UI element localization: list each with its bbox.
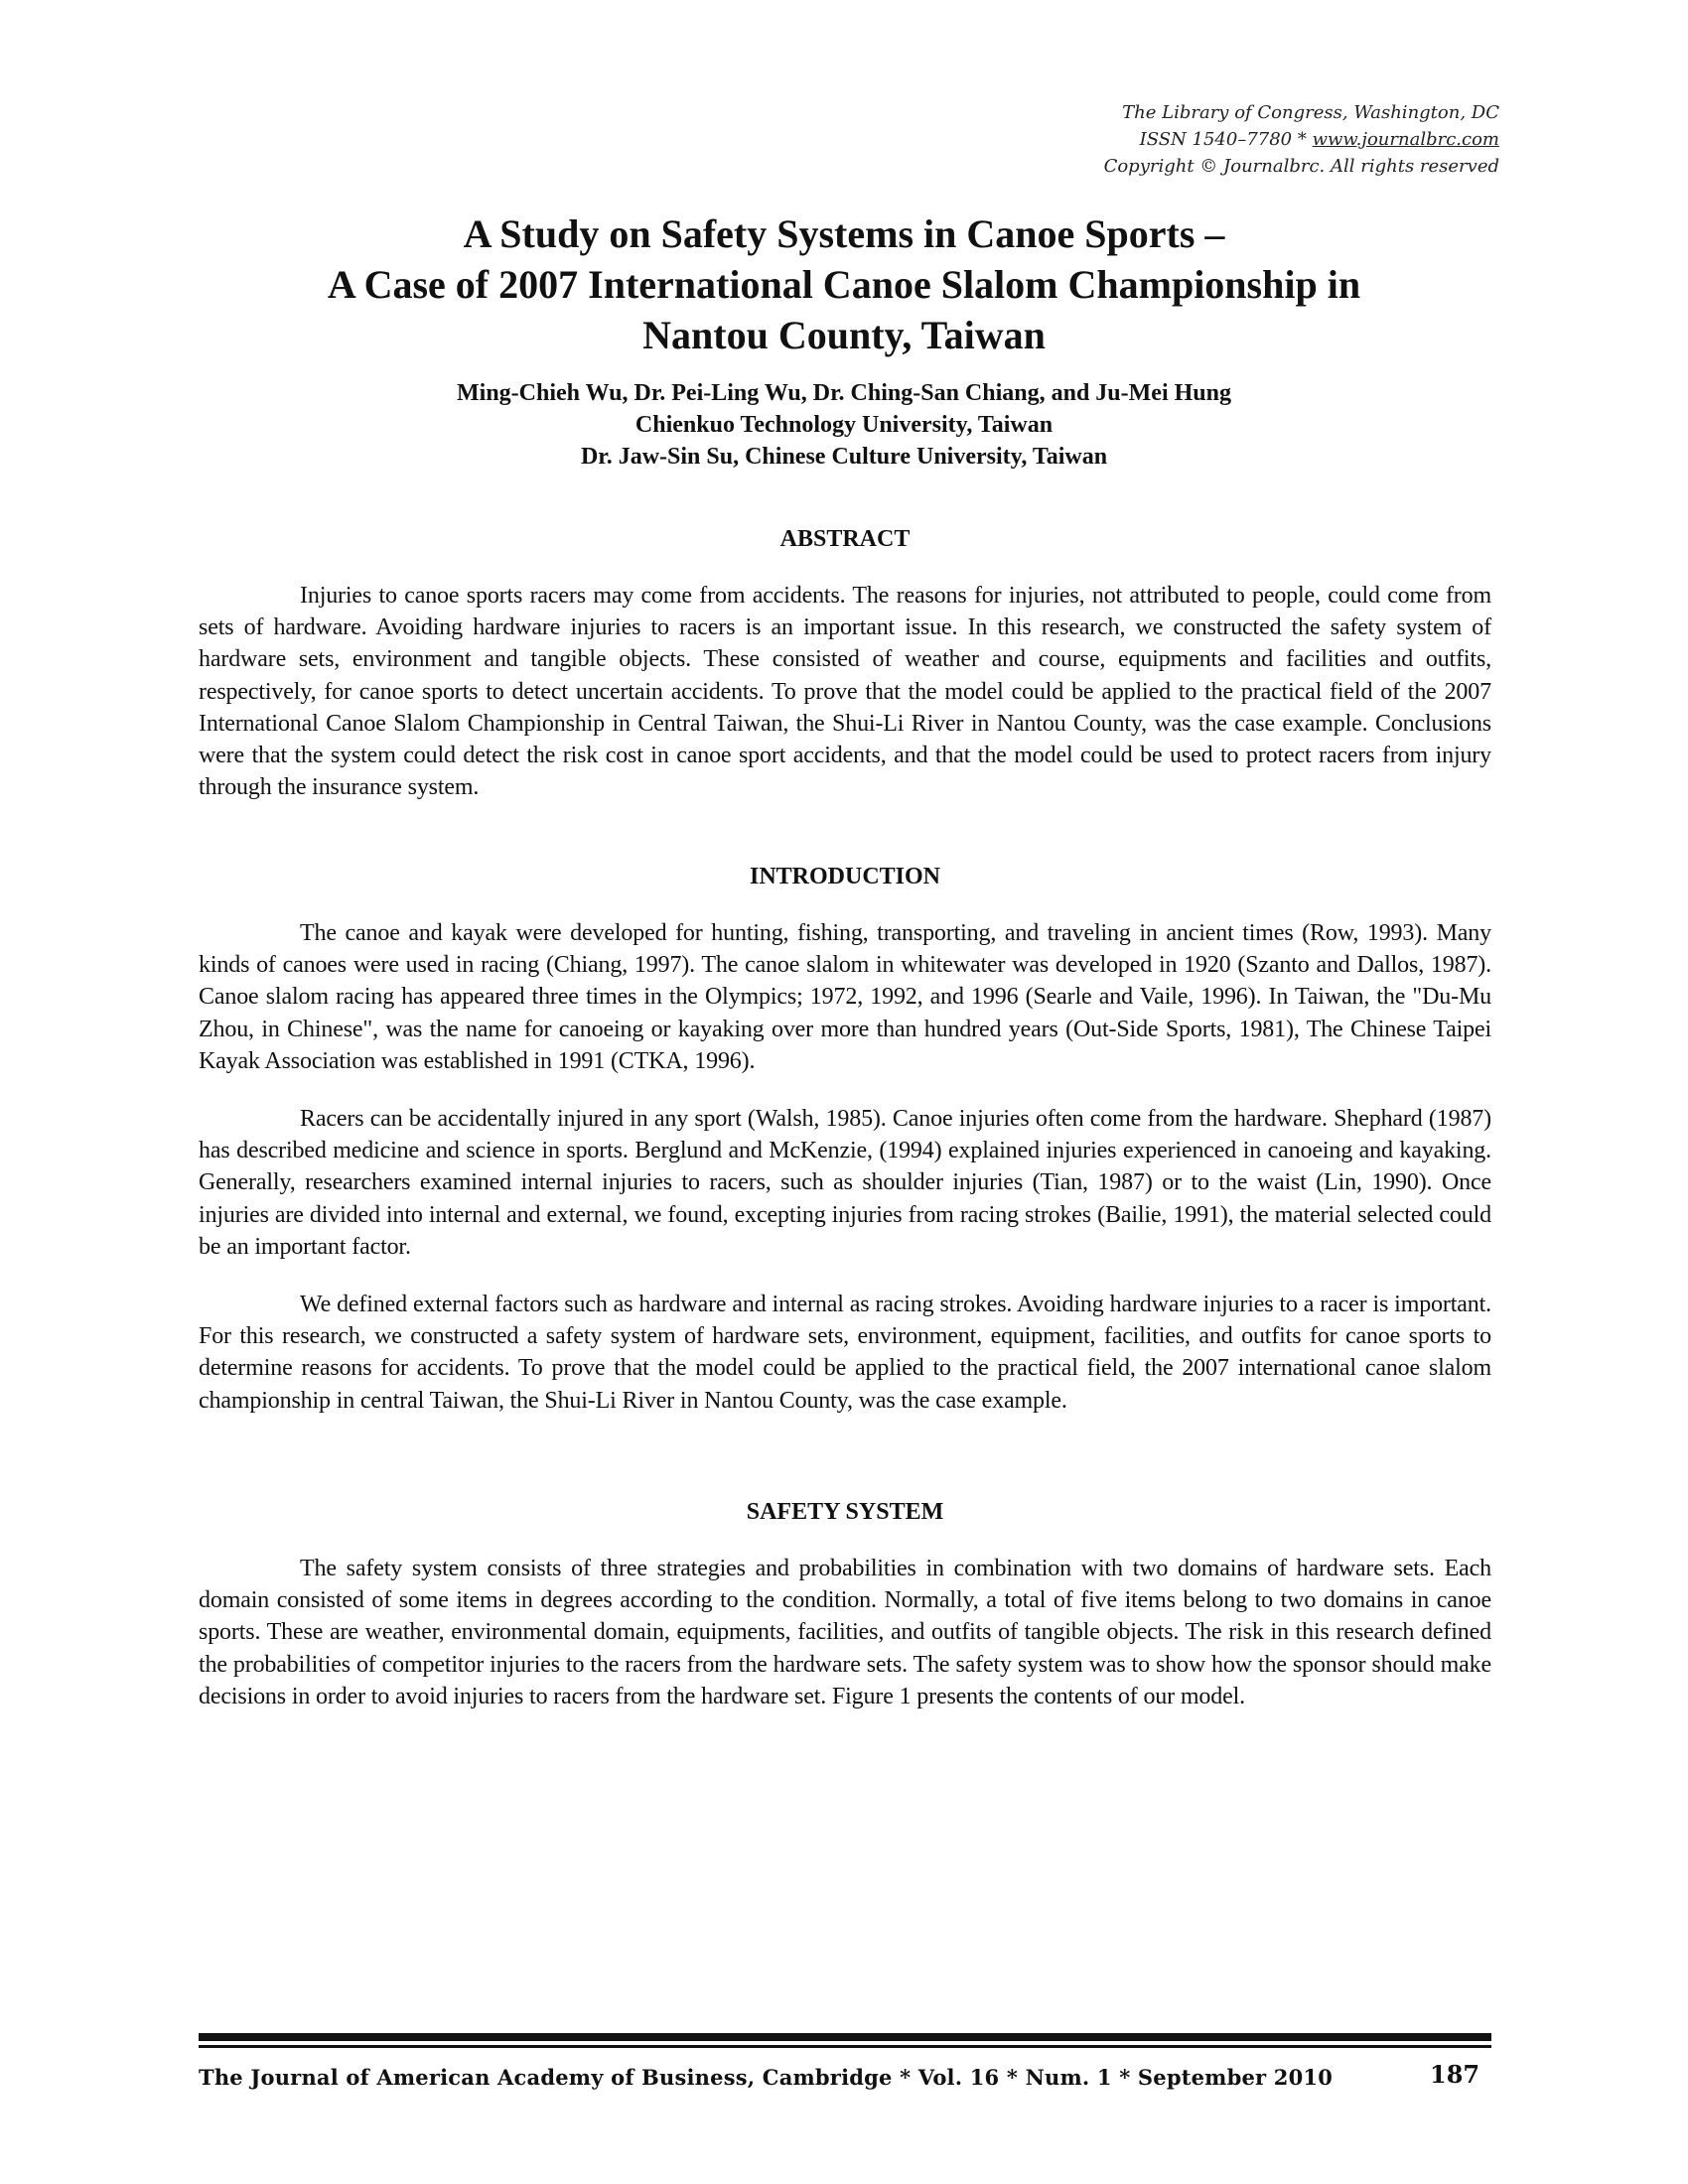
paper-title	[199, 208, 1489, 360]
abstract-section	[199, 524, 1491, 803]
author-affiliation-1: Chienkuo Technology University, Taiwan	[634, 412, 1054, 438]
abstract-heading: ABSTRACT	[779, 526, 911, 552]
introduction-section	[199, 862, 1491, 1417]
footer-rule-thin	[199, 2045, 1491, 2048]
safety-system-heading: SAFETY SYSTEM	[746, 1499, 944, 1525]
header-issn-line	[804, 126, 1499, 153]
header-copyright-line: Copyright © Journalbrc. All rights reserved	[1103, 156, 1499, 177]
title-line-1: A Study on Safety Systems in Canoe Sports –	[463, 211, 1225, 256]
abstract-text: Injuries to canoe sports racers may come from accidents. The reasons for injuries, not attributed to people, could come from sets of hardware. Avoiding hardware injuries to racers is an important issue. In this research, we constructed the safety system of hardware sets, environment and tangible objects. These consisted of weather and course, equipments and facilities and outfits, respectively, for canoe sports to detect uncertain accidents. To prove that the model could be applied to the practical field of the 2007 International Canoe Slalom Championship in Central Taiwan, the Shui-Li River in Nantou County, was the case example. Conclusions were that the system could detect the risk cost in canoe sport accidents, and that the model could be used to protect racers from injury through the insurance system.	[199, 583, 1491, 801]
footer-rule-thick	[199, 2033, 1491, 2041]
header-library-line: The Library of Congress, Washington, DC	[1122, 102, 1499, 123]
journal-url-link[interactable]: www.journalbrc.com	[1312, 129, 1499, 150]
introduction-heading: INTRODUCTION	[749, 864, 941, 889]
publication-header	[804, 99, 1499, 180]
safety-system-paragraph: The safety system consists of three strategies and probabilities in combination with two domains of hardware sets. Each domain consisted of some items in degrees according to the condition. Normally, a total of five items belong to two domains in canoe sports. These are weather, environmental domain, equipments, facilities, and outfits of tangible objects. The risk in this research defined the probabilities of competitor injuries to the racers from the hardware sets. The safety system was to show how the sponsor should make decisions in order to avoid injuries to racers from the hardware set. Figure 1 presents the contents of our model.	[199, 1556, 1491, 1709]
header-issn: ISSN 1540–7780 *	[1139, 129, 1313, 150]
author-block	[199, 377, 1489, 473]
safety-system-section	[199, 1497, 1491, 1712]
introduction-paragraph-3: We defined external factors such as hardware and internal as racing strokes. Avoiding hardware injuries to a racer is important. For this research, we constructed a safety system of hardware sets, environment, equipment, facilities, and outfits for canoe sports to determine reasons for accidents. To prove that the model could be applied to the practical field, the 2007 international canoe slalom championship in central Taiwan, the Shui-Li River in Nantou County, was the case example.	[199, 1292, 1491, 1414]
title-line-2: A Case of 2007 International Canoe Slalom Championship in	[327, 262, 1361, 307]
introduction-paragraph-1: The canoe and kayak were developed for hunting, fishing, transporting, and traveling in ancient times (Row, 1993). Many kinds of canoes were used in racing (Chiang, 1997). The canoe slalom in whitewater was developed in 1920 (Szanto and Dallos, 1987). Canoe slalom racing has appeared three times in the Olympics; 1972, 1992, and 1996 (Searle and Vaile, 1996). In Taiwan, the "Du-Mu Zhou, in Chinese", was the name for canoeing or kayaking over more than hundred years (Out-Side Sports, 1981), The Chinese Taipei Kayak Association was established in 1991 (CTKA, 1996).	[199, 920, 1491, 1074]
title-line-3: Nantou County, Taiwan	[642, 313, 1046, 357]
journal-footer: The Journal of American Academy of Business, Cambridge * Vol. 16 * Num. 1 * September 2010	[199, 2065, 1334, 2090]
author-affiliation-2: Dr. Jaw-Sin Su, Chinese Culture University, Taiwan	[580, 444, 1108, 470]
author-names: Ming-Chieh Wu, Dr. Pei-Ling Wu, Dr. Ching-San Chiang, and Ju-Mei Hung	[457, 380, 1231, 406]
page-number: 187	[1430, 2060, 1480, 2089]
introduction-paragraph-2: Racers can be accidentally injured in any sport (Walsh, 1985). Canoe injuries often come from the hardware. Shephard (1987) has described medicine and science in sports. Berglund and McKenzie, (1994) explained injuries experienced in canoeing and kayaking. Generally, researchers examined internal injuries to racers, such as shoulder injuries (Tian, 1987) or to the waist (Lin, 1990). Once injuries are divided into internal and external, we found, excepting injuries from racing strokes (Bailie, 1991), the material selected could be an important factor.	[199, 1106, 1491, 1260]
